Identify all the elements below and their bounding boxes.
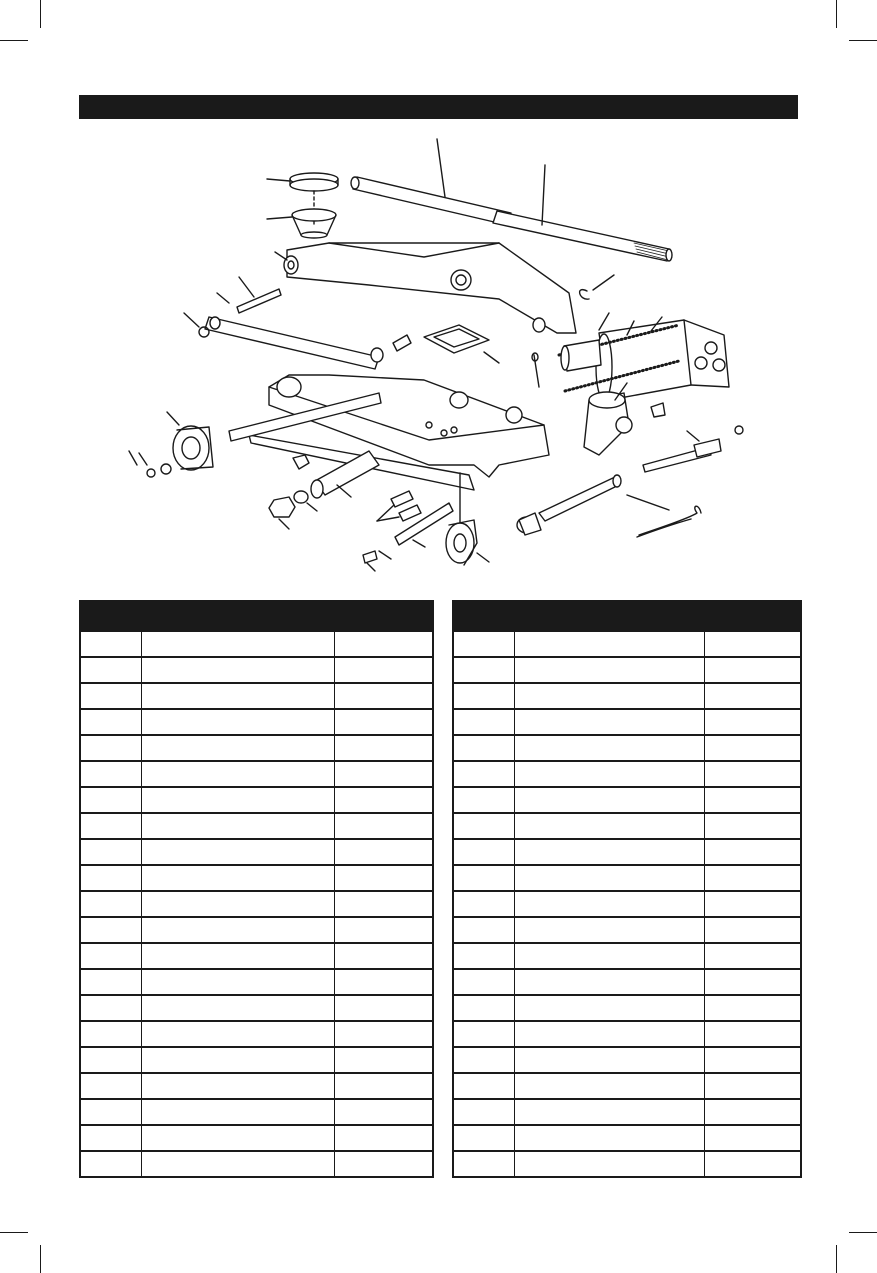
description-cell <box>514 631 704 657</box>
quantity-cell <box>334 839 433 865</box>
quantity-cell <box>334 1047 433 1073</box>
quantity-cell <box>704 657 801 683</box>
description-cell <box>141 657 334 683</box>
column-header-no <box>80 601 141 631</box>
part-number-cell <box>80 1073 141 1099</box>
part-number-cell <box>80 631 141 657</box>
quantity-cell <box>334 1125 433 1151</box>
column-header-no <box>453 601 514 631</box>
part-number-cell <box>80 1099 141 1125</box>
quantity-cell <box>334 657 433 683</box>
part-number-cell <box>80 1047 141 1073</box>
front-link <box>205 293 383 369</box>
table-row <box>80 787 433 813</box>
part-number-cell <box>80 683 141 709</box>
description-cell <box>141 1021 334 1047</box>
table-row <box>80 735 433 761</box>
part-number-cell <box>80 1151 141 1177</box>
description-cell <box>514 709 704 735</box>
description-cell <box>141 709 334 735</box>
table-row <box>80 683 433 709</box>
part-number-cell <box>80 839 141 865</box>
table-row <box>453 891 801 917</box>
table-row <box>453 735 801 761</box>
table-row <box>453 683 801 709</box>
description-cell <box>514 1021 704 1047</box>
description-cell <box>141 995 334 1021</box>
table-row <box>80 943 433 969</box>
description-cell <box>514 1125 704 1151</box>
quantity-cell <box>704 709 801 735</box>
part-number-cell <box>453 787 514 813</box>
description-cell <box>514 839 704 865</box>
part-number-cell <box>80 813 141 839</box>
quantity-cell <box>334 735 433 761</box>
description-cell <box>141 969 334 995</box>
part-number-cell <box>453 1125 514 1151</box>
quantity-cell <box>334 995 433 1021</box>
description-cell <box>141 943 334 969</box>
quantity-cell <box>334 683 433 709</box>
column-header-qty <box>704 601 801 631</box>
quantity-cell <box>334 631 433 657</box>
table-row <box>453 1073 801 1099</box>
table-row <box>453 813 801 839</box>
quantity-cell <box>334 943 433 969</box>
table-row <box>453 1047 801 1073</box>
description-cell <box>141 735 334 761</box>
description-cell <box>141 839 334 865</box>
description-cell <box>141 1073 334 1099</box>
rear-axle-bushing <box>517 513 541 535</box>
table-row <box>453 917 801 943</box>
description-cell <box>141 761 334 787</box>
part-number-cell <box>453 761 514 787</box>
description-cell <box>141 1125 334 1151</box>
table-row <box>80 761 433 787</box>
handle-tube-lower <box>493 165 672 261</box>
quantity-cell <box>704 1021 801 1047</box>
table-row <box>453 657 801 683</box>
table-row <box>80 813 433 839</box>
link-pin <box>237 277 281 313</box>
valve-screw <box>393 335 411 351</box>
table-body-left <box>80 631 433 1177</box>
quantity-cell <box>704 813 801 839</box>
retaining-clip <box>580 275 614 299</box>
table-row <box>80 631 433 657</box>
description-cell <box>514 735 704 761</box>
quantity-cell <box>704 943 801 969</box>
description-cell <box>514 813 704 839</box>
part-number-cell <box>453 839 514 865</box>
quantity-cell <box>704 1099 801 1125</box>
column-header-description <box>141 601 334 631</box>
table-row <box>453 865 801 891</box>
description-cell <box>514 1151 704 1177</box>
lift-arm <box>275 243 576 333</box>
description-cell <box>141 1047 334 1073</box>
description-cell <box>141 891 334 917</box>
part-number-cell <box>80 917 141 943</box>
description-cell <box>141 813 334 839</box>
bleed-screw <box>651 403 665 417</box>
quantity-cell <box>704 891 801 917</box>
part-number-cell <box>453 1021 514 1047</box>
exploded-parts-diagram <box>79 125 798 585</box>
parts-list-table-left <box>79 600 434 1178</box>
quantity-cell <box>704 631 801 657</box>
part-number-cell <box>453 943 514 969</box>
quantity-cell <box>334 917 433 943</box>
table-row <box>80 1047 433 1073</box>
part-number-cell <box>80 995 141 1021</box>
table-row <box>453 969 801 995</box>
table-row <box>80 839 433 865</box>
table-body-right <box>453 631 801 1177</box>
part-number-cell <box>80 969 141 995</box>
table-header-row <box>80 601 433 631</box>
front-wheel <box>167 412 213 470</box>
parts-list-table-right <box>452 600 802 1178</box>
table-row <box>453 761 801 787</box>
table-row <box>453 1021 801 1047</box>
part-number-cell <box>80 787 141 813</box>
quantity-cell <box>334 1099 433 1125</box>
part-number-cell <box>80 735 141 761</box>
description-cell <box>141 1099 334 1125</box>
part-number-cell <box>453 891 514 917</box>
description-cell <box>141 683 334 709</box>
part-number-cell <box>80 709 141 735</box>
retaining-ring-front <box>184 313 209 337</box>
description-cell <box>141 787 334 813</box>
bolts <box>377 491 421 521</box>
part-number-cell <box>453 1099 514 1125</box>
description-cell <box>514 969 704 995</box>
table-row <box>80 891 433 917</box>
quantity-cell <box>334 891 433 917</box>
column-header-qty <box>334 601 433 631</box>
table-row <box>453 1125 801 1151</box>
part-number-cell <box>453 683 514 709</box>
table-row <box>453 1151 801 1177</box>
part-number-cell <box>453 1151 514 1177</box>
cotter-pin <box>532 353 539 387</box>
quantity-cell <box>334 1021 433 1047</box>
description-cell <box>514 1073 704 1099</box>
quantity-cell <box>704 839 801 865</box>
part-number-cell <box>453 631 514 657</box>
lower-pin <box>395 503 453 547</box>
part-number-cell <box>453 865 514 891</box>
part-number-cell <box>453 995 514 1021</box>
part-number-cell <box>80 865 141 891</box>
handle-tube-upper <box>351 139 511 225</box>
part-number-cell <box>80 1021 141 1047</box>
description-cell <box>514 761 704 787</box>
quantity-cell <box>704 761 801 787</box>
description-cell <box>514 1047 704 1073</box>
part-number-cell <box>453 1047 514 1073</box>
table-row <box>80 865 433 891</box>
table-row <box>453 943 801 969</box>
table-row <box>80 1021 433 1047</box>
table-row <box>453 1099 801 1125</box>
description-cell <box>514 683 704 709</box>
quantity-cell <box>704 969 801 995</box>
quantity-cell <box>704 787 801 813</box>
table-row <box>80 1125 433 1151</box>
part-number-cell <box>453 969 514 995</box>
part-number-cell <box>453 709 514 735</box>
description-cell <box>514 995 704 1021</box>
quantity-cell <box>704 865 801 891</box>
table-row <box>80 995 433 1021</box>
description-cell <box>514 891 704 917</box>
table-row <box>80 1099 433 1125</box>
table-row <box>80 657 433 683</box>
front-wheel-washer <box>129 451 171 477</box>
rear-axle <box>539 475 621 521</box>
description-cell <box>514 917 704 943</box>
quantity-cell <box>704 1073 801 1099</box>
quantity-cell <box>334 865 433 891</box>
quantity-cell <box>334 1151 433 1177</box>
quantity-cell <box>704 995 801 1021</box>
quantity-cell <box>334 969 433 995</box>
pump-bracket <box>584 383 632 455</box>
table-row <box>453 631 801 657</box>
part-number-cell <box>80 943 141 969</box>
part-number-cell <box>80 1125 141 1151</box>
small-nut <box>293 455 309 469</box>
table-row <box>80 1151 433 1177</box>
description-cell <box>141 865 334 891</box>
table-row <box>453 787 801 813</box>
quantity-cell <box>334 761 433 787</box>
description-cell <box>514 787 704 813</box>
part-number-cell <box>80 657 141 683</box>
quantity-cell <box>704 1047 801 1073</box>
description-cell <box>514 865 704 891</box>
quantity-cell <box>704 917 801 943</box>
part-number-cell <box>453 917 514 943</box>
table-row <box>453 995 801 1021</box>
description-cell <box>514 657 704 683</box>
table-row <box>80 1073 433 1099</box>
part-number-cell <box>453 813 514 839</box>
part-number-cell <box>453 657 514 683</box>
part-number-cell <box>453 735 514 761</box>
table-row <box>80 709 433 735</box>
description-cell <box>141 917 334 943</box>
grease-fitting <box>363 551 391 571</box>
column-header-description <box>514 601 704 631</box>
quantity-cell <box>334 813 433 839</box>
quantity-cell <box>704 683 801 709</box>
description-cell <box>141 631 334 657</box>
release-rod <box>643 426 743 472</box>
return-spring <box>627 495 701 537</box>
quantity-cell <box>334 787 433 813</box>
cover-plate <box>424 325 499 363</box>
description-cell <box>141 1151 334 1177</box>
quantity-cell <box>704 1125 801 1151</box>
description-cell <box>514 943 704 969</box>
quantity-cell <box>334 709 433 735</box>
table-header-row <box>453 601 801 631</box>
part-number-cell <box>80 761 141 787</box>
frame <box>249 375 549 490</box>
part-number-cell <box>80 891 141 917</box>
section-title-bar <box>79 95 798 119</box>
hex-nut <box>269 497 295 529</box>
table-row <box>80 969 433 995</box>
part-number-cell <box>453 1073 514 1099</box>
table-row <box>453 839 801 865</box>
table-row <box>453 709 801 735</box>
table-row <box>80 917 433 943</box>
description-cell <box>514 1099 704 1125</box>
quantity-cell <box>334 1073 433 1099</box>
quantity-cell <box>704 735 801 761</box>
quantity-cell <box>704 1151 801 1177</box>
